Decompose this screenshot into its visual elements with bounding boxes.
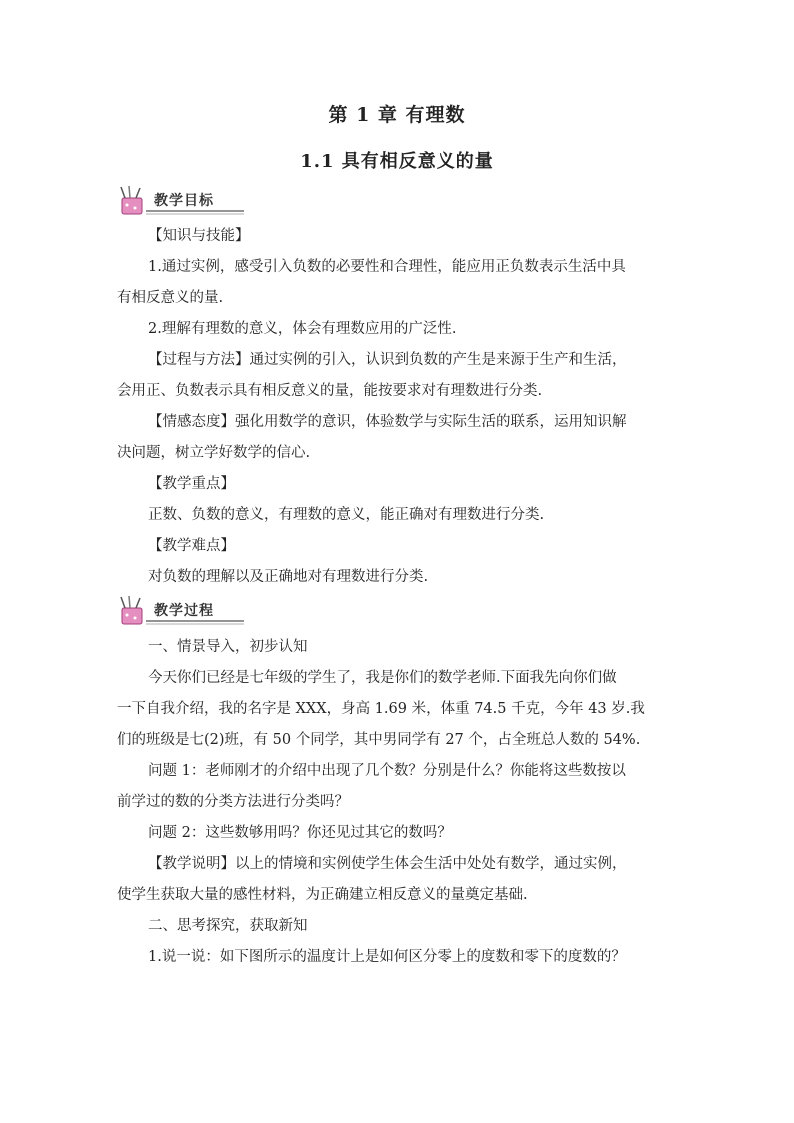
attitude-line2: 决问题，树立学好数学的信心. — [117, 445, 311, 461]
k1-line2: 有相反意义的量. — [117, 290, 224, 306]
process-line1: 【过程与方法】通过实例的引入，认识到负数的产生是来源于生产和生活， — [148, 352, 627, 368]
note-line1: 【教学说明】以上的情境和实例使学生体会生活中处处有数学，通过实例， — [148, 856, 627, 872]
difficulty-text: 对负数的理解以及正确地对有理数进行分类. — [148, 569, 429, 585]
key-heading: 【教学重点】 — [148, 476, 235, 492]
part1-heading: 一、情景导入，初步认知 — [148, 639, 308, 655]
k1-line1: 1.通过实例，感受引入负数的必要性和合理性，能应用正负数表示生活中具 — [148, 259, 626, 275]
knowledge-heading: 【知识与技能】 — [148, 228, 250, 244]
q1-line2: 前学过的数的分类方法进行分类吗？ — [117, 794, 349, 810]
process-line2: 会用正、负数表示具有相反意义的量，能按要求对有理数进行分类. — [117, 383, 543, 399]
intro-line1: 今天你们已经是七年级的学生了，我是你们的数学老师.下面我先向你们做 — [148, 670, 617, 686]
process-banner — [116, 596, 246, 626]
key-text: 正数、负数的意义，有理数的意义，能正确对有理数进行分类. — [148, 507, 545, 523]
difficulty-heading: 【教学难点】 — [148, 538, 235, 554]
objectives-banner-label: 教学目标 — [154, 193, 214, 209]
attitude-line1: 【情感态度】强化用数学的意识，体验数学与实际生活的联系，运用知识解 — [148, 414, 627, 430]
say-line1: 1.说一说：如下图所示的温度计上是如何区分零上的度数和零下的度数的？ — [148, 949, 626, 965]
intro-line2: 一下自我介绍，我的名字是 XXX，身高 1.69 米，体重 74.5 千克，今年 43 岁.我 — [117, 701, 645, 717]
part2-heading: 二、思考探究，获取新知 — [148, 918, 308, 934]
note-line2: 使学生获取大量的感性材料，为正确建立相反意义的量奠定基础. — [117, 887, 528, 903]
objectives-banner — [116, 186, 246, 216]
q1-line1: 问题 1：老师刚才的介绍中出现了几个数？分别是什么？你能将这些数按以 — [148, 763, 626, 779]
intro-line3: 们的班级是七(2)班，有 50 个同学，其中男同学有 27 个，占全班总人数的 54%. — [117, 732, 641, 748]
q2: 问题 2：这些数够用吗？你还见过其它的数吗？ — [148, 825, 452, 841]
section-title: 1.1 具有相反意义的量 — [300, 151, 494, 172]
process-banner-label: 教学过程 — [154, 603, 214, 619]
chapter-title: 第 1 章 有理数 — [328, 104, 466, 126]
k2: 2.理解有理数的意义，体会有理数应用的广泛性. — [148, 321, 457, 337]
